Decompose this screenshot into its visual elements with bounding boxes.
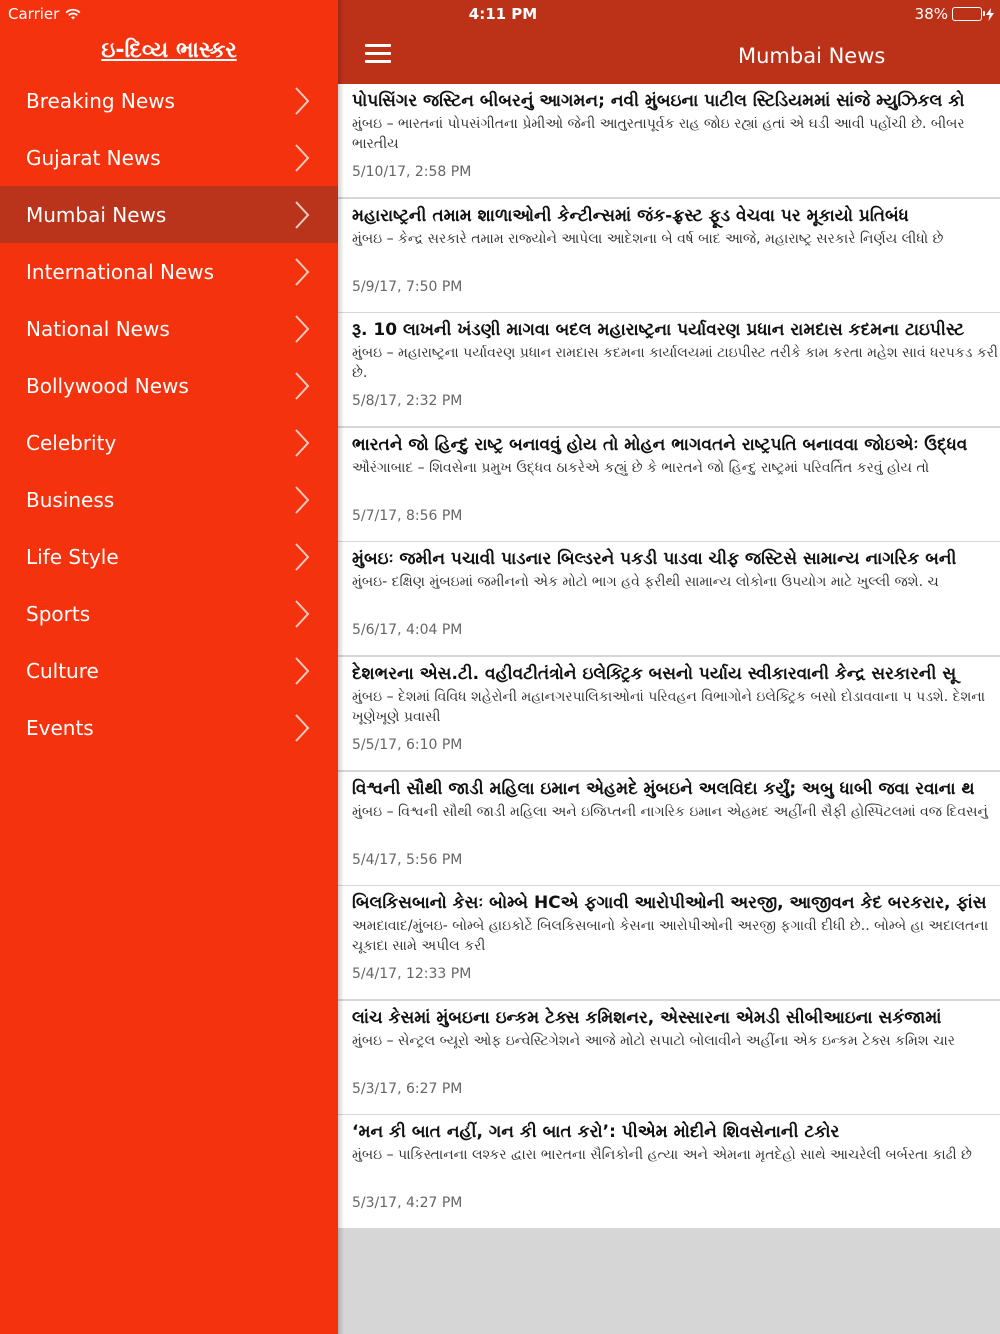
menu-hamburger-icon[interactable] — [365, 44, 391, 64]
article-title: મહારાષ્ટ્રની તમામ શાળાઓની કેન્ટીન્સમાં જંક-ફ્રસ્ટ ફૂડ વેચવા પર મૂકાયો પ્રતિબંધ — [352, 205, 909, 226]
chevron-right-icon — [294, 314, 310, 344]
sidebar-item-business[interactable] — [0, 471, 338, 528]
chevron-right-icon — [294, 86, 310, 116]
sidebar — [0, 0, 338, 1334]
sidebar-item-celebrity[interactable] — [0, 414, 338, 471]
article-item[interactable] — [338, 428, 1000, 541]
article-date: 5/6/17, 4:04 PM — [352, 622, 463, 639]
nav-header — [338, 0, 1000, 84]
sidebar-item-culture[interactable] — [0, 642, 338, 699]
article-date: 5/4/17, 12:33 PM — [352, 966, 472, 983]
chevron-right-icon — [294, 257, 310, 287]
chevron-right-icon — [294, 656, 310, 686]
sidebar-item-label: International News — [26, 259, 215, 284]
article-date: 5/10/17, 2:58 PM — [352, 164, 472, 180]
chevron-right-icon — [294, 428, 310, 458]
article-date: 5/5/17, 6:10 PM — [352, 736, 463, 753]
article-item[interactable] — [338, 199, 1000, 312]
charging-bolt-icon — [986, 8, 994, 21]
sidebar-item-label: National News — [26, 316, 170, 341]
sidebar-item-label: Sports — [26, 601, 91, 626]
battery-percent: 38% — [914, 5, 948, 23]
article-summary: મુંબઇ – પાકિસ્તાનના લશ્કર દ્વારા ભારતના સૈનિકોની હત્યા અને એમના મૃતદેહો સાથે આચરેલી બર્બરતા કાઢી છે — [352, 1147, 972, 1164]
article-item[interactable] — [338, 657, 1000, 770]
sidebar-item-label: Business — [26, 487, 115, 512]
article-summary: મુંબઇ – મહારાષ્ટ્રના પર્યાવરણ પ્રધાન રામદાસ કદમના કાર્યાલયમાં ટાઇપીસ્ટ તરીકે કામ કરતા મહેશ સાવં ધરપકડ કરી છે. — [352, 345, 998, 382]
main-content — [338, 0, 1000, 1334]
article-date: 5/9/17, 7:50 PM — [352, 278, 463, 295]
article-item[interactable] — [338, 313, 1000, 426]
article-date: 5/4/17, 5:56 PM — [352, 851, 463, 868]
sidebar-item-gujarat-news[interactable] — [0, 129, 338, 186]
sidebar-item-label: Bollywood News — [26, 373, 189, 398]
sidebar-item-label: Mumbai News — [26, 202, 167, 227]
status-time: 4:11 PM — [468, 5, 538, 23]
article-date: 5/8/17, 2:32 PM — [352, 393, 463, 410]
article-summary: મુંબઇ – ભારતનાં પોપસંગીતના પ્રેમીઓ જેની આતુરતાપૂર્વક રાહ જોઇ રહ્યાં હતાં એ ઘડી આવી પહોંચી છે. બીબર ભારતીય — [352, 116, 965, 152]
sidebar-item-label: Events — [26, 715, 94, 740]
sidebar-menu — [0, 72, 338, 756]
battery-icon — [952, 7, 982, 21]
article-title: વિશ્વની સૌથી જાડી મહિલા ઇમાન એહમદે મુંબઇને અલવિદા કર્યું; અબુ ધાબી જવા રવાના થ — [352, 778, 975, 799]
sidebar-item-life-style[interactable] — [0, 528, 338, 585]
chevron-right-icon — [294, 542, 310, 572]
article-list — [338, 84, 1000, 1230]
sidebar-item-label: Celebrity — [26, 430, 117, 455]
chevron-right-icon — [294, 713, 310, 743]
sidebar-item-sports[interactable] — [0, 585, 338, 642]
chevron-right-icon — [294, 143, 310, 173]
sidebar-title: ઇ-દિવ્ય ભાસ્કર — [101, 38, 237, 63]
sidebar-item-national-news[interactable] — [0, 300, 338, 357]
article-title: ‘મન કી બાત નહીં, ગન કી બાત કરો’: પીએમ મોદીને શિવસેનાની ટકોર — [352, 1122, 840, 1143]
sidebar-item-breaking-news[interactable] — [0, 72, 338, 129]
article-date: 5/7/17, 8:56 PM — [352, 507, 463, 524]
article-summary: મુંબઇ – દેશમાં વિવિધ શહેરોની મહાનગરપાલિકાઓનાં પરિવહન વિભાગોને ઇલેક્ટ્રિક બસો દોડાવવાના પ પડશે. દેશના ખૂણેખૂણે પ્રવાસી — [352, 688, 986, 725]
article-date: 5/3/17, 6:27 PM — [352, 1080, 463, 1097]
article-summary: મુંબઇ – કેન્દ્ર સરકારે તમામ રાજ્યોને આપેલા આદેશના બે વર્ષ બાદ આજે, મહારાષ્ટ્ર સરકારે નિર્ણય લીધો છે — [352, 230, 944, 247]
article-summary: મુંબઇ – વિશ્વની સૌથી જાડી મહિલા અને ઇજિપ્તની નાગરિક ઇમાન એહમદ અહીંની સૈફી હોસ્પિટલમાં વજ દિવસનું — [352, 803, 988, 820]
article-summary: મુંબઇ- દક્ષિણ મુંબઇમાં જમીનનો એક મોટો ભાગ હવે ફરીથી સામાન્ય લોકોના ઉપયોગ માટે ખુલ્લી જશે. ચ — [352, 574, 939, 591]
article-title: લાંચ કેસમાં મુંબઇના ઇન્કમ ટેક્સ કમિશનર, એસ્સારના એમડી સીબીઆઇના સકંજામાં — [352, 1007, 942, 1028]
sidebar-item-mumbai-news[interactable] — [0, 186, 338, 243]
article-title: રૂ. 10 લાખની ખંડણી માગવા બદલ મહારાષ્ટ્રના પર્યાવરણ પ્રધાન રામદાસ કદમના ટાઇપીસ્ટ — [352, 320, 965, 341]
article-date: 5/3/17, 4:27 PM — [352, 1195, 463, 1212]
page-title: Mumbai News — [738, 44, 886, 68]
article-item[interactable] — [338, 886, 1000, 999]
chevron-right-icon — [294, 371, 310, 401]
status-battery-group — [915, 5, 994, 23]
article-item[interactable] — [338, 772, 1000, 885]
article-summary: મુંબઇ – સેન્ટ્રલ બ્યૂરો ઓફ ઇન્વેસ્ટિગેશને આજે મોટો સપાટો બોલાવીને અહીંના એક ઇન્કમ ટેક્સ કમિશ ચાર — [352, 1032, 956, 1049]
carrier-label: Carrier — [8, 5, 60, 23]
sidebar-item-label: Life Style — [26, 544, 119, 569]
sidebar-item-label: Breaking News — [26, 88, 175, 113]
article-title: મુંબઇઃ જમીન પચાવી પાડનાર બિલ્ડરને પકડી પાડવા ચીફ જસ્ટિસે સામાન્ય નાગરિક બની — [352, 549, 957, 570]
status-carrier — [8, 5, 82, 23]
sidebar-item-label: Culture — [26, 658, 99, 683]
article-title: પોપસિંગર જસ્ટિન બીબરનું આગમન; નવી મુંબઇના પાટીલ સ્ટિડિયમમાં સાંજે મ્યુઝિકલ કો — [352, 91, 965, 111]
chevron-right-icon — [294, 599, 310, 629]
chevron-right-icon — [294, 200, 310, 230]
article-item[interactable] — [338, 1115, 1000, 1228]
sidebar-item-events[interactable] — [0, 699, 338, 756]
article-title: દેશભરના એસ.ટી. વહીવટીતંત્રોને ઇલેક્ટ્રિક બસનો પર્યાય સ્વીકારવાની કેન્દ્ર સરકારની સૂ — [352, 663, 957, 684]
sidebar-item-international-news[interactable] — [0, 243, 338, 300]
sidebar-item-bollywood-news[interactable] — [0, 357, 338, 414]
article-title: બિલકિસબાનો કેસઃ બોમ્બે HCએ ફગાવી આરોપીઓની અરજી, આજીવન કેદ બરકરાર, ફાંસ — [352, 893, 987, 914]
article-item[interactable] — [338, 542, 1000, 655]
article-summary: ઔરંગાબાદ – શિવસેના પ્રમુખ ઉદ્ધવ ઠાકરેએ કહ્યું છે કે ભારતને જો હિન્દુ રાષ્ટ્રમાં પરિવર્તિત કરવું હોય તો — [352, 459, 930, 476]
article-item[interactable] — [338, 84, 1000, 197]
article-summary: અમદાવાદ/મુંબઇ- બોમ્બે હાઇકોર્ટે બિલકિસબાનો કેસના આરોપીઓની અરજી ફગાવી દીધી છે.. બોમ્બે હા અદાલતના ચૂકાદા સામે અપીલ કરી — [352, 918, 989, 955]
wifi-icon — [64, 7, 82, 21]
article-title: ભારતને જો હિન્દુ રાષ્ટ્ર બનાવવું હોય તો મોહન ભાગવતને રાષ્ટ્રપતિ બનાવવા જોઇએઃ ઉદ્ધવ — [352, 434, 968, 455]
chevron-right-icon — [294, 485, 310, 515]
article-item[interactable] — [338, 1001, 1000, 1114]
sidebar-item-label: Gujarat News — [26, 145, 161, 170]
